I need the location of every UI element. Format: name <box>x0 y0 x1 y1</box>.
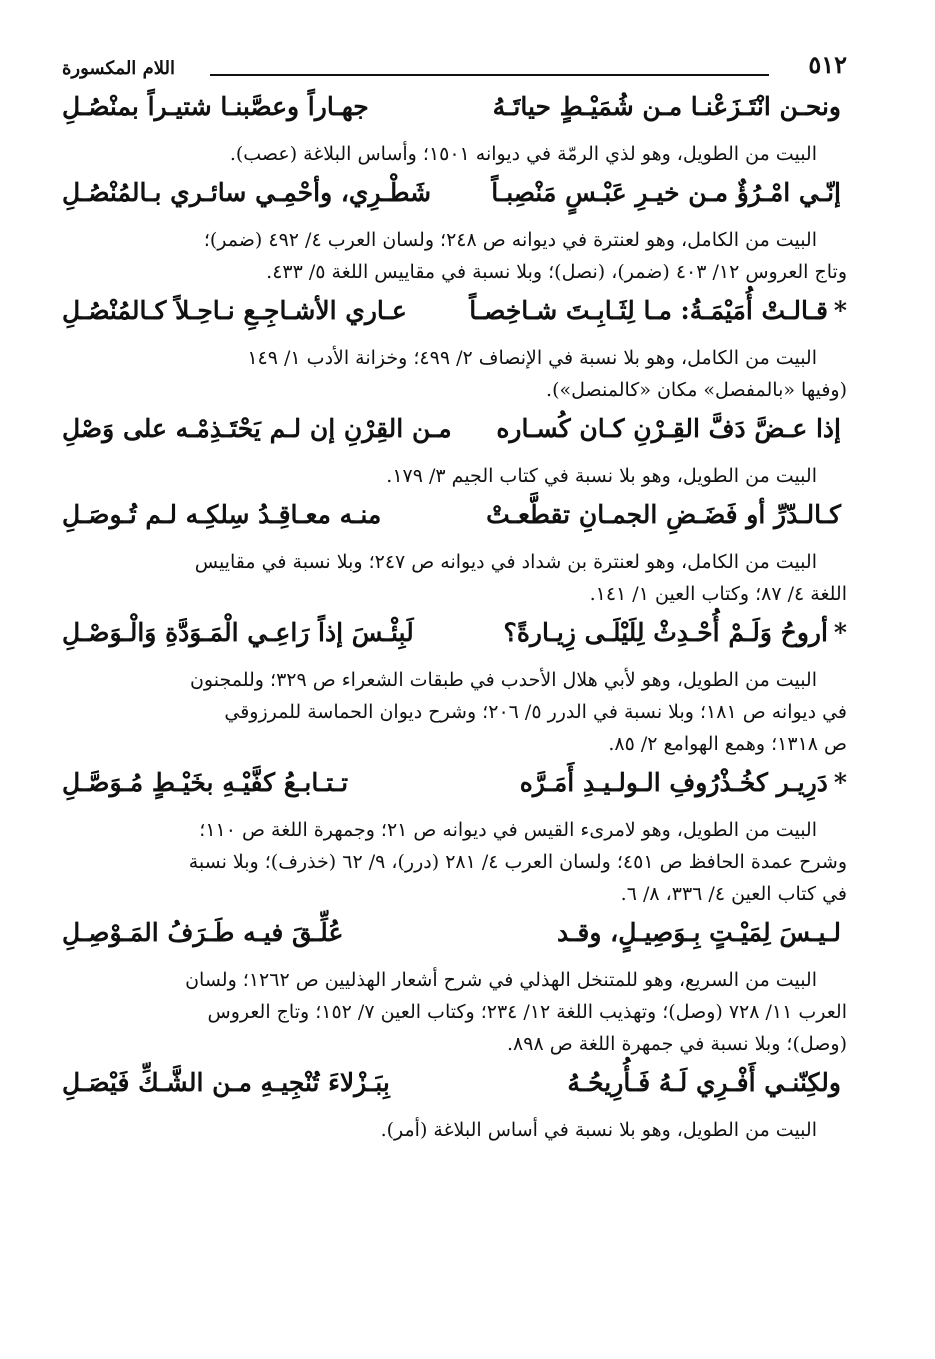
verse-note <box>62 342 847 406</box>
note-line: في كتاب العين ٤/ ٣٣٦، ٨/ ٦. <box>620 883 847 905</box>
verse-entry <box>62 84 847 170</box>
note-line: البيت من الطويل، وهو لذي الرمّة في ديوانه ١٥٠١؛ وأساس البلاغة (عصب). <box>229 143 817 165</box>
verse-line <box>62 84 847 138</box>
verse-note <box>62 138 847 170</box>
hemistich-first: *أروحُ وَلَـمْ أُحْـدِثْ لِلَيْلَـى زِيـارةً؟ <box>503 618 847 647</box>
hemistich-second: شَطْـرِي، وأحْمِـي سائـري بـالمُنْصُـلِ <box>62 178 432 207</box>
verse-line <box>62 610 847 664</box>
hemistich-first: ولكِنّنـي أَفْـرِي لَـهُ فَـأُرِيحُـهُ <box>567 1068 841 1097</box>
note-line: البيت من الطويل، وهو لامرىء القيس في ديوانه ص ٢١؛ وجمهرة اللغة ص ١١٠؛ <box>199 819 817 841</box>
star-marker: * <box>833 618 847 647</box>
note-line: العرب ١١/ ٧٢٨ (وصل)؛ وتهذيب اللغة ١٢/ ٢٣٤؛ وكتاب العين ٧/ ١٥٢؛ وتاج العروس <box>207 1001 847 1023</box>
note-line: البيت من الكامل، وهو بلا نسبة في الإنصاف ٢/ ٤٩٩؛ وخزانة الأدب ١/ ١٤٩ <box>247 347 817 369</box>
verse-note <box>62 460 847 492</box>
verse-note <box>62 814 847 910</box>
note-line: البيت من الكامل، وهو لعنترة بن شداد في ديوانه ص ٢٤٧؛ وبلا نسبة في مقاييس <box>194 551 817 573</box>
verse-entry <box>62 910 847 1060</box>
hemistich-second: منـه معـاقِـدُ سِلكِـه لـم تُـوصَـلِ <box>62 500 382 529</box>
hemistich-second: عـاري الأشـاجِـعِ نـاحِـلاً كـالمُنْصُـلِ <box>62 296 407 325</box>
verse-line <box>62 406 847 460</box>
note-line: وتاج العروس ١٢/ ٤٠٣ (ضمر)، (نصل)؛ وبلا نسبة في مقاييس اللغة ٥/ ٤٣٣. <box>266 261 847 283</box>
note-line: البيت من الطويل، وهو بلا نسبة في كتاب الجيم ٣/ ١٧٩. <box>386 465 817 487</box>
hemistich-second: بِبَـزْلاءَ تُنْجِيـهِ مـن الشَّـكِّ فَيْصَـلِ <box>62 1068 390 1097</box>
verse-line <box>62 1060 847 1114</box>
star-marker: * <box>833 768 847 797</box>
hemistich-first: إنّـي امْـرُؤٌ مـن خيـرِ عَبْـسٍ مَنْصِبـاً <box>491 178 841 207</box>
hemistich-second: تـتـابـعُ كفَّيْـهِ بخَيْـطٍ مُـوَصَّـلِ <box>62 768 349 797</box>
hemistich-first: *قـالـتْ أُمَيْمَـةُ: مـا لِثَـابِـتَ شـاخِصـاً <box>469 296 847 325</box>
header-rule <box>210 74 769 76</box>
verse-note <box>62 964 847 1060</box>
verse-entry <box>62 1060 847 1146</box>
book-page <box>62 40 847 1329</box>
verse-entry <box>62 760 847 910</box>
verse-entry <box>62 170 847 288</box>
verse-line <box>62 492 847 546</box>
verse-entry <box>62 406 847 492</box>
hemistich-second: لَبِئْـسَ إذاً رَاعِـي الْمَـوَدَّةِ وَالْـوَصْـلِ <box>62 618 414 647</box>
note-line: اللغة ٤/ ٨٧؛ وكتاب العين ١/ ١٤١. <box>589 583 847 605</box>
hemistich-second: عُلِّـقَ فيـه طَـرَفُ المَـوْصِـلِ <box>62 918 344 947</box>
verse-note <box>62 546 847 610</box>
note-line: وشرح عمدة الحافظ ص ٤٥١؛ ولسان العرب ٤/ ٢٨١ (درر)، ٩/ ٦٢ (خذرف)؛ وبلا نسبة <box>188 851 847 873</box>
note-line: البيت من الطويل، وهو لأبي هلال الأحدب في طبقات الشعراء ص ٣٢٩؛ وللمجنون <box>189 669 817 691</box>
verse-note <box>62 664 847 760</box>
page-header <box>62 40 847 84</box>
page-number: ٥١٢ <box>808 50 847 79</box>
hemistich-first: لـيـسَ لِمَيْـتٍ بِـوَصِيـلٍ، وقـد <box>556 918 841 947</box>
verse-note <box>62 1114 847 1146</box>
verse-entry <box>62 610 847 760</box>
verse-line <box>62 288 847 342</box>
entries <box>62 84 847 1146</box>
verse-line <box>62 760 847 814</box>
note-line: (وصل)؛ وبلا نسبة في جمهرة اللغة ص ٨٩٨. <box>507 1033 847 1055</box>
note-line: ص ١٣١٨؛ وهمع الهوامع ٢/ ٨٥. <box>608 733 847 755</box>
verse-line <box>62 910 847 964</box>
hemistich-first: *دَرِيـر كخُـذْرُوفِ الـولـيـدِ أَمَـرَّه <box>519 768 847 797</box>
running-title: اللام المكسورة <box>62 58 175 79</box>
hemistich-first: ونحـن انْتَـزَعْنـا مـن شُمَيْـطٍ حياتَـهُ <box>492 92 841 121</box>
hemistich-second: مـن القِرْنِ إن لـم يَحْتَـذِمْـه على وَصْلِ <box>62 414 452 443</box>
note-line: البيت من السريع، وهو للمتنخل الهذلي في شرح أشعار الهذليين ص ١٢٦٢؛ ولسان <box>185 969 817 991</box>
verse-line <box>62 170 847 224</box>
verse-entry <box>62 492 847 610</box>
verse-note <box>62 224 847 288</box>
hemistich-second: جهـاراً وعصَّبنـا شتيـراً بمنْصُـلِ <box>62 92 369 121</box>
hemistich-first: كـالـدّرِّ أو فَضَـضِ الجمـانِ تقطَّعـتْ <box>486 500 841 529</box>
note-line: في ديوانه ص ١٨١؛ وبلا نسبة في الدرر ٥/ ٢٠٦؛ وشرح ديوان الحماسة للمرزوقي <box>224 701 847 723</box>
verse-entry <box>62 288 847 406</box>
note-line: البيت من الكامل، وهو لعنترة في ديوانه ص ٢٤٨؛ ولسان العرب ٤/ ٤٩٢ (ضمر)؛ <box>203 229 817 251</box>
star-marker: * <box>833 296 847 325</box>
hemistich-first: إذا عـضَّ دَفَّ القِـرْنِ كـان كُسـاره <box>496 414 841 443</box>
note-line: (وفيها «بالمفصل» مكان «كالمنصل»). <box>546 379 847 401</box>
note-line: البيت من الطويل، وهو بلا نسبة في أساس البلاغة (أمر). <box>380 1119 817 1141</box>
